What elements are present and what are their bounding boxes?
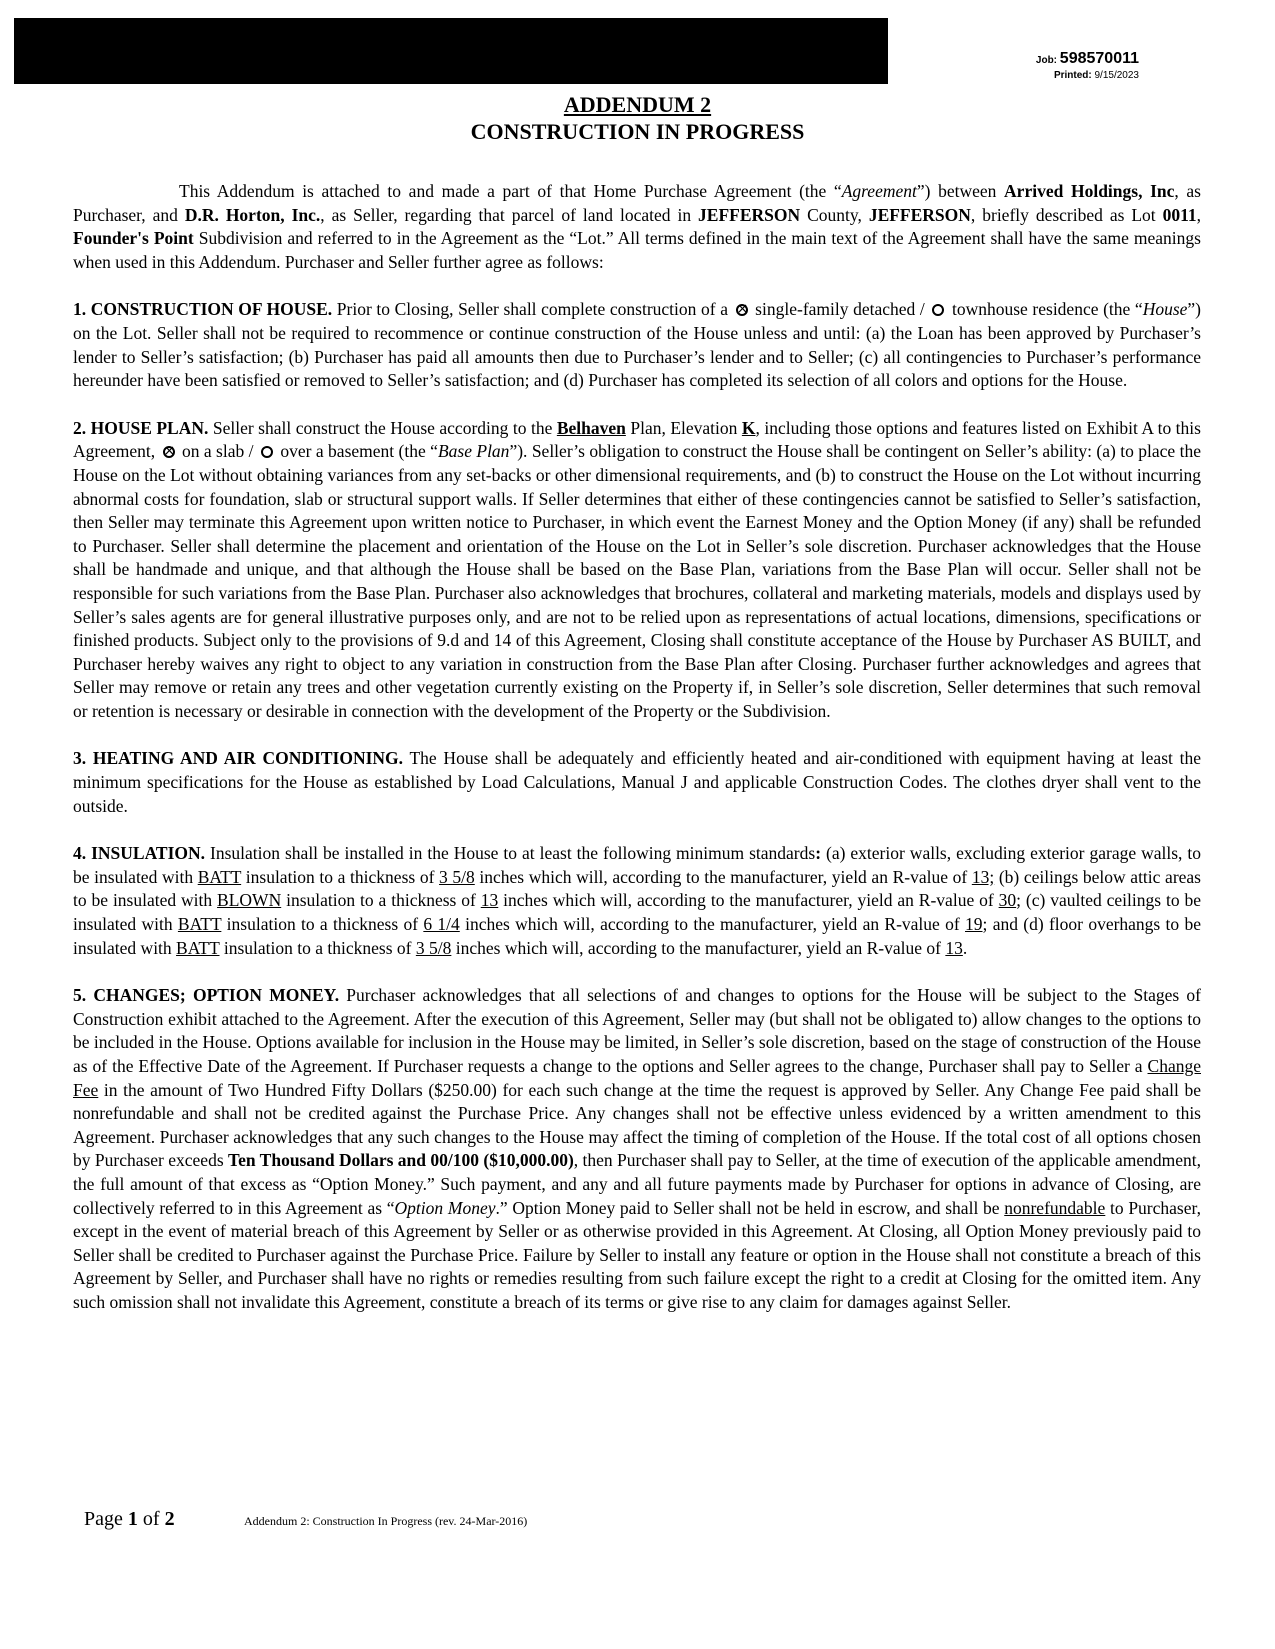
footer-revision-note: Addendum 2: Construction In Progress (rev. 24-Mar-2016) bbox=[244, 1514, 528, 1528]
elevation: K bbox=[741, 417, 756, 438]
checked-radio-icon bbox=[163, 446, 175, 458]
section-1-heading: 1. CONSTRUCTION OF HOUSE. bbox=[73, 299, 333, 320]
section-2-heading: 2. HOUSE PLAN. bbox=[73, 417, 209, 438]
checked-radio-icon bbox=[736, 304, 748, 316]
title-addendum: ADDENDUM 2 bbox=[563, 92, 712, 117]
job-number: 598570011 bbox=[1059, 50, 1139, 67]
section-4-heading: 4. INSULATION. bbox=[73, 843, 206, 864]
section-1-construction: 1. CONSTRUCTION OF HOUSE. Prior to Closing, Seller shall complete construction of a × single-family detached / townhouse residence (the “House”) on the Lot. Seller shall not be required to recommence or continue construction of the House unless and until: (a) the Loan has been approved by Purchaser’s lender to Seller’s satisfaction; (b) Purchaser has paid all amounts then due to Purchaser’s lender and to Seller; (c) all contingencies to Purchaser’s performance hereunder have been satisfied or removed to Seller’s satisfaction; and (d) Purchaser has completed its selection of all colors and options for the House. bbox=[73, 298, 1201, 392]
section-5-changes: 5. CHANGES; OPTION MONEY. Purchaser acknowledges that all selections of and changes to options for the House will be subject to the Stages of Construction exhibit attached to the Agreement. After the execution of this Agreement, Seller may (but shall not be obligated to) allow changes to the options to be included in the House. Options available for inclusion in the House may be limited, in Seller’s sole discretion, based on the stage of construction of the House as of the Effective Date of the Agreement. If Purchaser requests a change to the options and Seller agrees to the change, Purchaser shall pay to Seller a Change Fee in the amount of Two Hundred Fifty Dollars ($250.00) for each such change at the time the request is approved by Seller. Any Change Fee paid shall be nonrefundable and shall not be credited against the Purchase Price. Any changes shall not be effective unless evidenced by a written amendment to this Agreement. Purchaser acknowledges that any such changes to the House may affect the timing of completion of the House. If the total cost of all options chosen by Purchaser exceeds Ten Thousand Dollars and 00/100 ($10,000.00), then Purchaser shall pay to Seller, at the time of execution of the applicable amendment, the full amount of that excess as “Option Money.” Such payment, and any and all future payments made by Purchaser for options in advance of Closing, are collectively referred to in this Agreement as “Option Money.” Option Money paid to Seller shall not be held in escrow, and shall be nonrefundable to Purchaser, except in the event of material breach of this Agreement by Seller or as otherwise provided in this Agreement. At Closing, all Option Money previously paid to Seller shall be credited to Purchaser against the Purchase Price. Failure by Seller to install any feature or option in the House shall not constitute a breach of this Agreement by Seller, and Purchaser shall have no rights or remedies resulting from such failure except the right to a credit at Closing for the omitted item. Any such omission shall not invalidate this Agreement, constitute a breach of its terms or give rise to any claim for damages against Seller. bbox=[73, 985, 1202, 1312]
section-4-insulation: 4. INSULATION. Insulation shall be installed in the House to at least the following minimum standards: (a) exterior walls, excluding exterior garage walls, to be insulated with BATT insulation to a thickness of 3 5/8 inches which will, according to the manufacturer, yield an R-value of 13; (b) ceilings below attic areas to be insulated with BLOWN insulation to a thickness of 13 inches which will, according to the manufacturer, yield an R-value of 30; (c) vaulted ceilings to be insulated with BATT insulation to a thickness of 6 1/4 inches which will, according to the manufacturer, yield an R-value of 19; and (d) floor overhangs to be insulated with BATT insulation to a thickness of 3 5/8 inches which will, according to the manufacturer, yield an R-value of 13. bbox=[73, 843, 1201, 958]
section-5-heading: 5. CHANGES; OPTION MONEY. bbox=[73, 985, 340, 1006]
plan-name: Belhaven bbox=[556, 417, 626, 438]
unchecked-radio-icon bbox=[932, 304, 944, 316]
title-construction: CONSTRUCTION IN PROGRESS bbox=[470, 119, 805, 144]
redaction-bar bbox=[14, 18, 888, 84]
document-body bbox=[73, 180, 1201, 1339]
section-3-hvac: 3. HEATING AND AIR CONDITIONING. The House shall be adequately and efficiently heated and air-conditioned with equipment having at least the minimum specifications for the House as established by Load Calculations, Manual J and applicable Construction Codes. The clothes dryer shall vent to the outside. bbox=[73, 748, 1201, 816]
job-label: Job: bbox=[1035, 55, 1058, 66]
intro-paragraph: This Addendum is attached to and made a part of that Home Purchase Agreement (the “Agreement”) between Arrived Holdings, Inc, as Purchaser, and D.R. Horton, Inc., as Seller, regarding that parcel of land located in JEFFERSON County, JEFFERSON, briefly described as Lot 0011, Founder's Point Subdivision and referred to in the Agreement as the “Lot.” All terms defined in the main text of the Agreement shall have the same meanings when used in this Addendum. Purchaser and Seller further agree as follows: bbox=[73, 181, 1202, 272]
document-title bbox=[0, 92, 1275, 146]
page-number: Page 1 of 2 bbox=[84, 1508, 175, 1530]
job-info bbox=[1036, 50, 1139, 81]
printed-label: Printed: bbox=[1053, 70, 1092, 81]
section-2-house-plan: 2. HOUSE PLAN. Seller shall construct the House according to the Belhaven Plan, Elevation K, including those options and features listed on Exhibit A to this Agreement, × on a slab / over a basement (the “Base Plan”). Seller’s obligation to construct the House shall be contingent on Seller’s ability: (a) to place the House on the Lot without obtaining variances from any set-backs or other dimensional requirements, and (b) to construct the House on the Lot without incurring abnormal costs for foundation, slab or structural support walls. If Seller determines that either of these contingencies cannot be satisfied to Seller’s satisfaction, then Seller may terminate this Agreement upon written notice to Purchaser, in which event the Earnest Money and the Option Money (if any) shall be refunded to Purchaser. Seller shall determine the placement and orientation of the House on the Lot in Seller’s sole discretion. Purchaser acknowledges that the House shall be handmade and unique, and that although the House shall be based on the Base Plan, variations from the Base Plan will occur. Seller shall not be responsible for such variations from the Base Plan. Purchaser also acknowledges that brochures, collateral and marketing materials, models and displays used by Seller’s sales agents are for general illustrative purposes only, and are not to be relied upon as representations of actual locations, dimensions, specifications or finished products. Subject only to the provisions of 9.d and 14 of this Agreement, Closing shall constitute acceptance of the House by Purchaser AS BUILT, and Purchaser hereby waives any right to object to any variation in construction from the Base Plan after Closing. Purchaser further acknowledges and agrees that Seller may remove or retain any trees and other vegetation currently existing on the Property if, in Seller’s sole discretion, Seller determines that such removal or retention is necessary or desirable in connection with the development of the Property or the Subdivision. bbox=[73, 417, 1201, 724]
unchecked-radio-icon bbox=[261, 446, 273, 458]
section-3-heading: 3. HEATING AND AIR CONDITIONING. bbox=[73, 748, 404, 769]
printed-date: 9/15/2023 bbox=[1094, 70, 1139, 81]
